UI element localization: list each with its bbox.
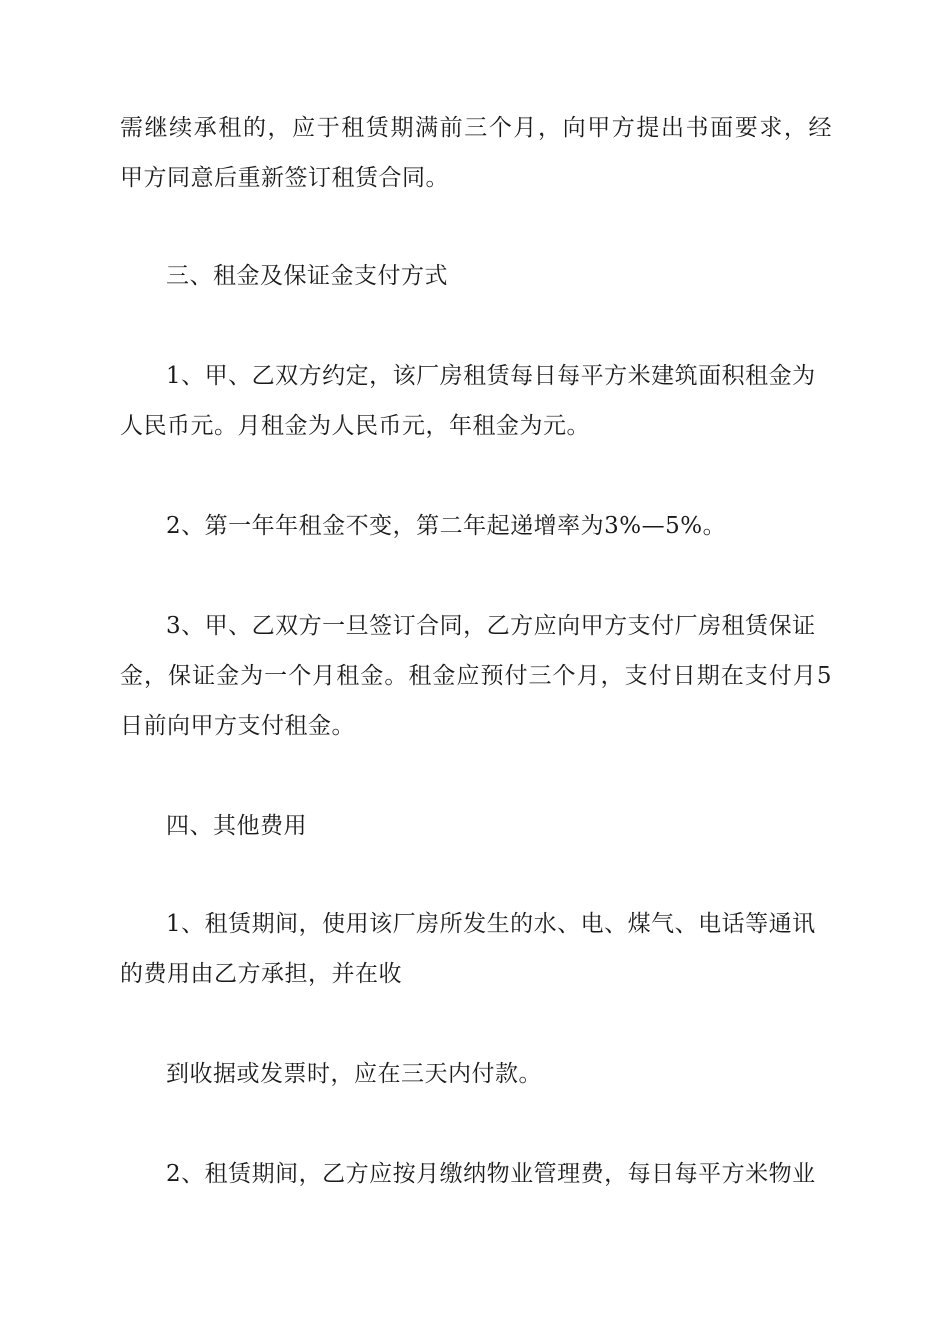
section-heading-other-fees: 四、其他费用 xyxy=(166,813,307,839)
clause-fees-2-line-1: 2、租赁期间，乙方应按月缴纳物业管理费，每日每平方米物业 xyxy=(166,1161,816,1187)
section-heading-rent-deposit: 三、租金及保证金支付方式 xyxy=(166,263,448,289)
clause-fees-1-line-2: 的费用由乙方承担，并在收 xyxy=(120,961,402,987)
clause-rent-2: 2、第一年年租金不变，第二年起递增率为3%—5%。 xyxy=(166,513,727,539)
clause-rent-3-line-3: 日前向甲方支付租金。 xyxy=(120,713,355,739)
clause-rent-3-line-1: 3、甲、乙双方一旦签订合同，乙方应向甲方支付厂房租赁保证 xyxy=(166,613,816,639)
clause-rent-3-line-2: 金，保证金为一个月租金。租金应预付三个月，支付日期在支付月5 xyxy=(120,663,832,689)
clause-fees-1-line-1: 1、租赁期间，使用该厂房所发生的水、电、煤气、电话等通讯 xyxy=(166,911,816,937)
paragraph-renewal-line-1: 需继续承租的，应于租赁期满前三个月，向甲方提出书面要求，经 xyxy=(120,115,832,141)
clause-fees-1-line-3: 到收据或发票时，应在三天内付款。 xyxy=(166,1061,542,1087)
paragraph-renewal-line-2: 甲方同意后重新签订租赁合同。 xyxy=(120,165,449,191)
clause-rent-1-line-2: 人民币元。月租金为人民币元，年租金为元。 xyxy=(120,413,590,439)
clause-rent-1-line-1: 1、甲、乙双方约定，该厂房租赁每日每平方米建筑面积租金为 xyxy=(166,363,816,389)
